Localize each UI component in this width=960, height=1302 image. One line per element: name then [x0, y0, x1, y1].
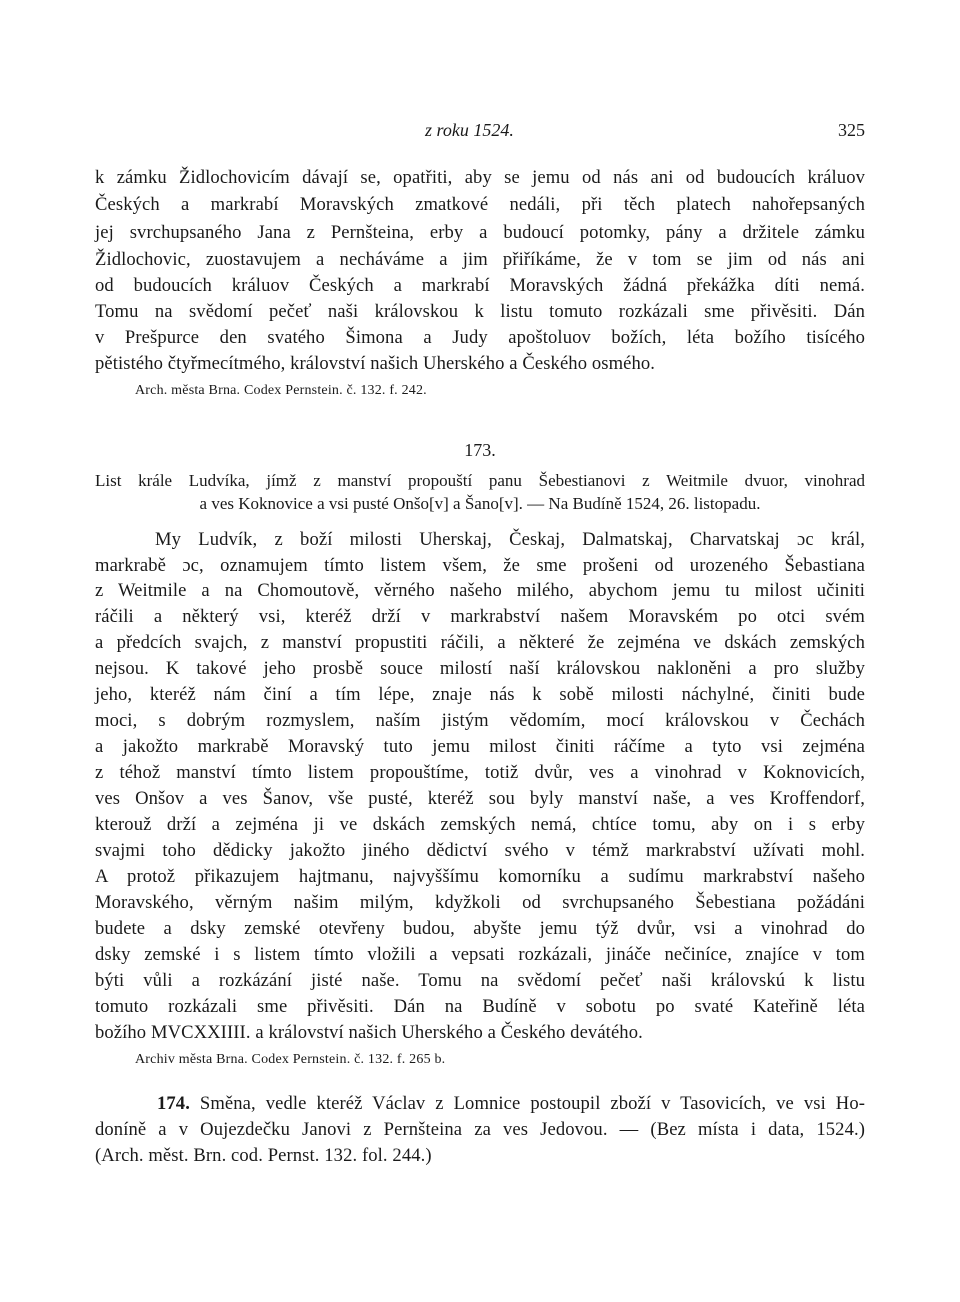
text-line: markrabě ɔc, oznamujem tímto listem všem, že sme prošeni od urozeného Šebastiana: [95, 555, 865, 576]
regest-line: a ves Koknovice a vsi pusté Onšo[v] a Šano[v]. — Na Budíně 1524, 26. listopadu.: [199, 494, 761, 513]
text-line: moci, s dobrým rozmyslem, naším jistým vědomím, mocí královskou v Čechách: [95, 710, 865, 731]
document-number: 174.: [157, 1093, 190, 1114]
text-line: Moravského, věrným našim milým, kdyžkoli od svrchupsaného Šebestiana požádáni: [95, 892, 865, 913]
text-line: a předcích svajch, z manství propustiti ráčili, a některé že zejména ve dskách zemských: [95, 632, 865, 653]
text-line: dsky zemské i s listem tímto vložili a vepsati rozkázali, jináče nečiníce, znajíce v tom: [95, 944, 865, 965]
text-line: tomuto rozkázali sme přivěsiti. Dán na Budíně v sobotu po svaté Kateřině léta: [95, 996, 865, 1017]
text-line: pětistého čtyřmecítmého, království našich Uherského a Českého osmého.: [95, 353, 656, 374]
text-line: býti vůli a rozkázání jisté naše. Tomu na svědomí pečeť naši královskú k listu: [95, 970, 865, 991]
running-title: z roku 1524.: [425, 120, 514, 140]
text-line: k zámku Židlochovicím dávají se, opatřiti, aby se jemu od nás ani od budoucích králuov: [95, 167, 865, 188]
text-line: ves Onšov a ves Šanov, vše pusté, kteréž sou byly manství naše, a ves Kroffendorf,: [95, 788, 865, 809]
text-line: jej svrchupsaného Jana z Pernšteina, erby a budoucí potomky, pány a držitele zámku: [95, 222, 865, 243]
text-line: v Prešpurce den svatého Šimona a Judy apoštoluov božích, léta božího tisícého: [95, 327, 865, 348]
regest-line: List krále Ludvíka, jímž z manství propouští panu Šebestianovi z Weitmile dvuor, vinohrad: [95, 471, 865, 490]
page-header: [95, 120, 865, 146]
document-number: 173.: [464, 440, 496, 460]
regest-line: doníně a v Oujezdečku Janovi z Pernšteina za ves Jedovou. — (Bez místa i data, 1524.): [95, 1119, 865, 1140]
text-line: budete a dsky zemské otevřeny budou, abyšte jemu týž dvůr, vsi a vinohrad do: [95, 918, 865, 939]
text-line: kterouž drží a zejména ji ve dskách zemských nemá, chtíce tomu, aby on i s erby: [95, 814, 865, 835]
text-line: nejsou. K takové jeho prosbě souce milostí naší královskou nakloněni a pro služby: [95, 658, 865, 679]
text-line: A protož přikazujem hajtmanu, najvyššímu komorníku a sudímu markrabství našeho: [95, 866, 865, 887]
text-line: ráčili a některý vsi, kteréž drží v markrabství našem Moravském po otci svém: [95, 606, 865, 627]
text-line: Tomu na svědomí pečeť naši královskou k listu tomuto rozkázali sme přivěsiti. Dán: [95, 301, 865, 322]
source-citation: Arch. města Brna. Codex Pernstein. č. 132. f. 242.: [135, 383, 427, 398]
text-line: Českých a markrabí Moravských zmatkové nedáli, při těch platech nahořepsaných: [95, 194, 865, 215]
text-line: Židlochovic, zuostavujem a necháváme a jim přiříkáme, že v tom se jim od nás ani: [95, 249, 865, 270]
page-number: 325: [838, 120, 865, 140]
text-line: svajmi toho dědicky jakožto jiného dědictví svého v témž markrabství užívati mohl.: [95, 840, 865, 861]
text-line: My Ludvík, z boží milosti Uherskaj, Českaj, Dalmatskaj, Charvatskaj ɔc král,: [155, 529, 865, 550]
text-line: z téhož manství tímto listem propouštíme, totiž dvůr, ves a vinohrad v Koknovicích,: [95, 762, 865, 783]
regest-text: Směna, vedle kteréž Václav z Lomnice postoupil zboží v Tasovicích, ve vsi Ho-: [199, 1093, 866, 1114]
source-citation: Archiv města Brna. Codex Pernstein. č. 132. f. 265 b.: [135, 1052, 446, 1067]
regest-174-line-1: [95, 1093, 865, 1115]
text-line: a jakožto markrabě Moravský tuto jemu milost činiti ráčíme a tyto vsi zejména: [95, 736, 865, 757]
regest-line: (Arch. měst. Brn. cod. Pernst. 132. fol. 244.): [95, 1145, 432, 1166]
text-line: jeho, kteréž nám činí a tím lépe, znaje nás k sobě milosti náchylné, činiti bude: [95, 684, 865, 705]
text-line: od budoucích králuov Českých a markrabí Moravských žádná překážka díti nemá.: [95, 275, 865, 296]
text-line: z Weitmile a na Chomoutově, věrného našeho milého, abychom jemu tu milost učiniti: [95, 580, 865, 601]
text-line: božího MVCXXIIII. a království našich Uherského a Českého devátého.: [95, 1022, 643, 1043]
